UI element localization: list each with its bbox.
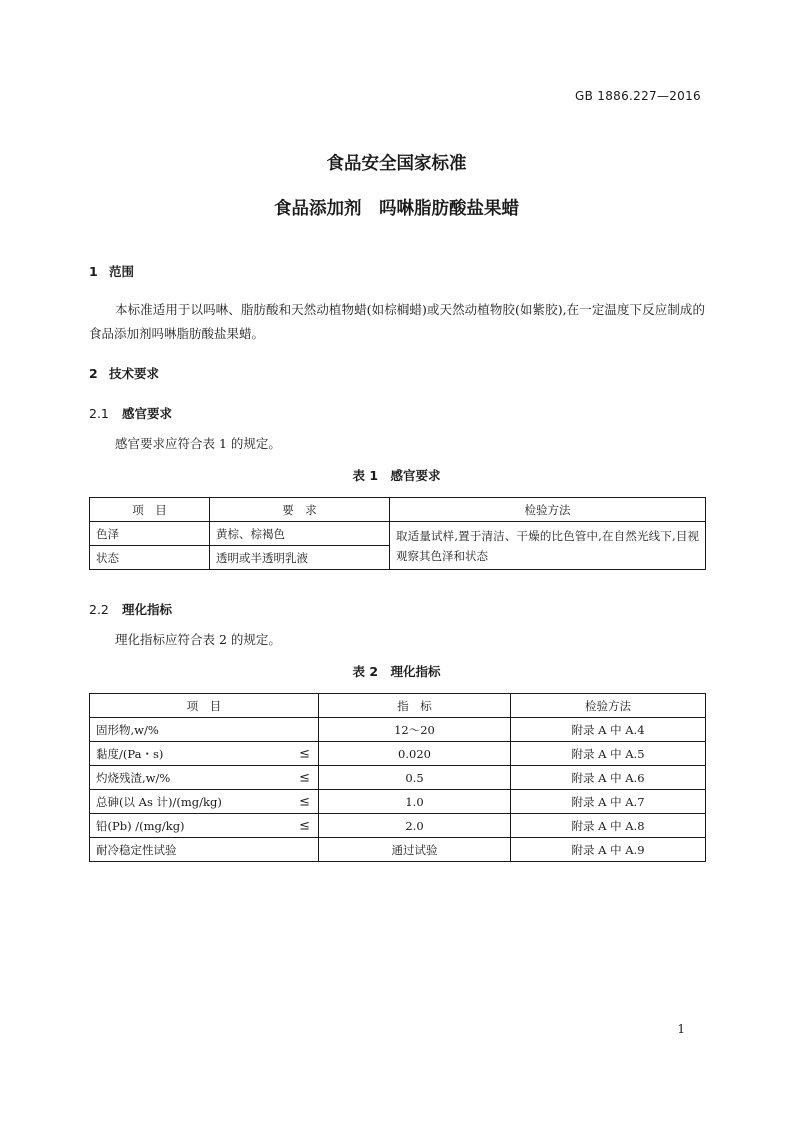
header-cell: 检验方法 — [390, 498, 706, 522]
section-2-1-body: 感官要求应符合表 1 的规定。 — [115, 436, 281, 451]
section-2-1-heading — [89, 404, 172, 422]
standard-number: GB 1886.227—2016 — [575, 89, 701, 103]
method-cell: 附录 A 中 A.5 — [511, 742, 706, 766]
table-1 — [89, 497, 706, 570]
header-cell: 项 目 — [90, 498, 210, 522]
method-cell: 附录 A 中 A.9 — [511, 838, 706, 862]
le-symbol: ≤ — [299, 770, 310, 785]
document-title: 食品安全国家标准 — [326, 154, 467, 174]
method-cell: 取适量试样,置于清洁、干燥的比色管中,在自然光线下,目视观察其色泽和状态 — [390, 522, 706, 570]
item-cell — [90, 742, 319, 766]
le-symbol: ≤ — [299, 818, 310, 833]
section-2-heading — [89, 364, 159, 382]
section-title: 感官要求 — [122, 406, 173, 421]
table-row — [90, 718, 706, 742]
table-row — [90, 742, 706, 766]
le-symbol: ≤ — [299, 794, 310, 809]
header-cell: 要 求 — [210, 498, 390, 522]
section-number: 2.1 — [89, 406, 109, 421]
section-title: 技术要求 — [109, 366, 160, 381]
value-cell: 0.020 — [319, 742, 511, 766]
section-title: 理化指标 — [122, 602, 173, 617]
header-cell: 指 标 — [319, 694, 511, 718]
table-row — [90, 838, 706, 862]
table-header-row — [90, 694, 706, 718]
item-label: 总砷(以 As 计)/(mg/kg) — [96, 794, 222, 809]
section-2-2-heading — [89, 600, 172, 618]
table-header-row — [90, 498, 706, 522]
page-number: 1 — [677, 1022, 685, 1036]
item-label: 铅(Pb) /(mg/kg) — [96, 818, 185, 833]
table-row — [90, 766, 706, 790]
le-symbol: ≤ — [299, 746, 310, 761]
method-cell: 附录 A 中 A.6 — [511, 766, 706, 790]
header-cell: 项 目 — [90, 694, 319, 718]
item-label: 灼烧残渣,w/% — [96, 770, 171, 785]
item-cell — [90, 838, 319, 862]
value-cell: 12～20 — [319, 718, 511, 742]
section-number: 1 — [89, 264, 98, 279]
method-cell: 附录 A 中 A.7 — [511, 790, 706, 814]
value-cell: 2.0 — [319, 814, 511, 838]
item-label: 耐冷稳定性试验 — [96, 842, 177, 857]
item-cell: 色泽 — [90, 522, 210, 546]
section-number: 2 — [89, 366, 98, 381]
section-title: 范围 — [109, 264, 135, 279]
section-2-2-body: 理化指标应符合表 2 的规定。 — [115, 632, 281, 647]
section-1-body: 本标准适用于以吗啉、脂肪酸和天然动植物蜡(如棕榈蜡)或天然动植物胶(如紫胶),在一定温度下反应制成的食品添加剂吗啉脂肪酸盐果蜡。 — [89, 302, 705, 341]
method-cell: 附录 A 中 A.8 — [511, 814, 706, 838]
table-1-caption: 表 1 感官要求 — [352, 468, 441, 483]
item-cell: 状态 — [90, 546, 210, 570]
item-cell — [90, 718, 319, 742]
table-row — [90, 522, 706, 546]
table-2 — [89, 693, 706, 862]
section-1-heading — [89, 262, 134, 280]
header-cell: 检验方法 — [511, 694, 706, 718]
requirement-cell: 透明或半透明乳液 — [210, 546, 390, 570]
table-row — [90, 814, 706, 838]
table-row — [90, 790, 706, 814]
item-cell — [90, 766, 319, 790]
item-cell — [90, 790, 319, 814]
document-subtitle: 食品添加剂 吗啉脂肪酸盐果蜡 — [274, 199, 519, 219]
method-cell: 附录 A 中 A.4 — [511, 718, 706, 742]
section-number: 2.2 — [89, 602, 109, 617]
table-2-caption: 表 2 理化指标 — [352, 664, 441, 679]
item-label: 黏度/(Pa・s) — [96, 746, 164, 761]
item-label: 固形物,w/% — [96, 722, 159, 737]
item-cell — [90, 814, 319, 838]
value-cell: 通过试验 — [319, 838, 511, 862]
value-cell: 0.5 — [319, 766, 511, 790]
value-cell: 1.0 — [319, 790, 511, 814]
requirement-cell: 黄棕、棕褐色 — [210, 522, 390, 546]
